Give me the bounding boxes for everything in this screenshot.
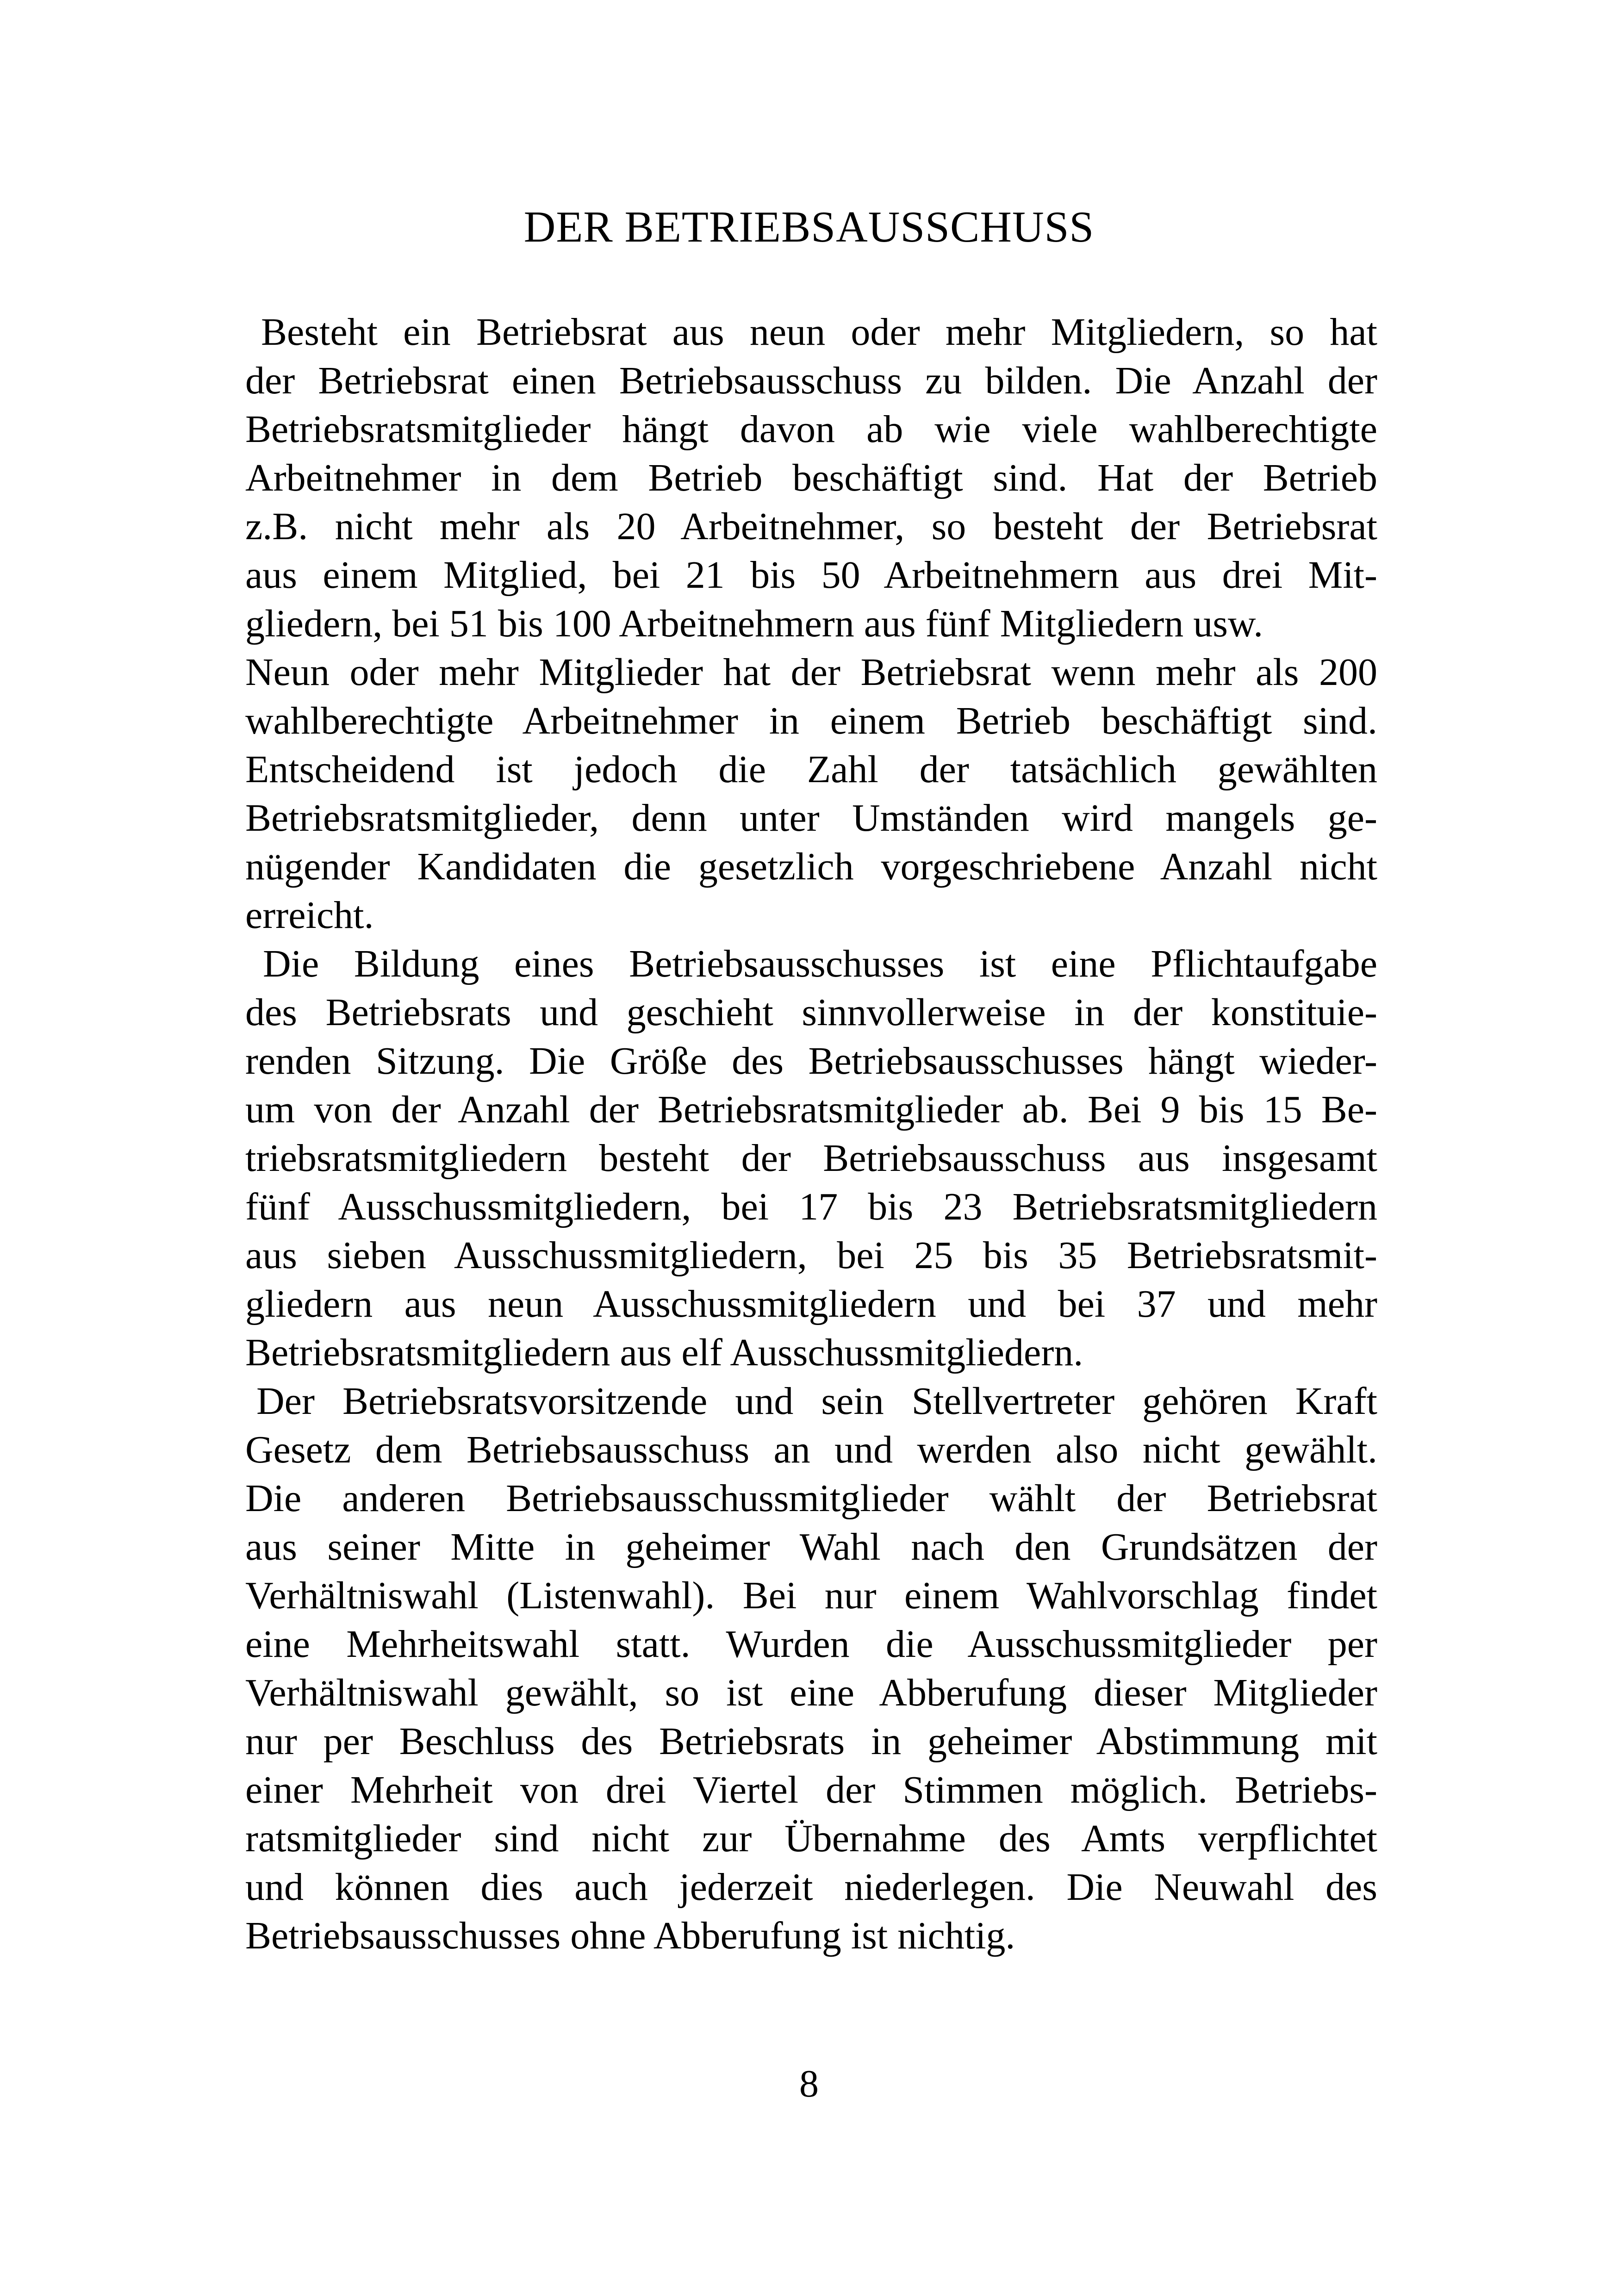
text-line: um von der Anzahl der Betriebsratsmitglieder ab. Bei 9 bis 15 Be-	[245, 1088, 1377, 1131]
text-line: eine Mehrheitswahl statt. Wurden die Ausschussmitglieder per	[245, 1623, 1377, 1666]
text-line: Betriebsratsmitglieder hängt davon ab wie viele wahlberechtigte	[245, 408, 1377, 451]
text-line: z.B. nicht mehr als 20 Arbeitnehmer, so besteht der Betriebsrat	[245, 505, 1377, 548]
text-line: Betriebsratsmitglieder, denn unter Umständen wird mangels ge-	[245, 796, 1377, 840]
text-line: renden Sitzung. Die Größe des Betriebsausschusses hängt wieder-	[245, 1039, 1377, 1083]
text-line: Besteht ein Betriebsrat aus neun oder mehr Mitgliedern, so hat	[261, 311, 1377, 354]
text-line: fünf Ausschussmitgliedern, bei 17 bis 23 Betriebsratsmitgliedern	[245, 1185, 1377, 1228]
page-number: 8	[799, 2062, 819, 2105]
text-line: gliedern aus neun Ausschussmitgliedern und bei 37 und mehr	[245, 1282, 1377, 1325]
text-line: aus seiner Mitte in geheimer Wahl nach den Grundsätzen der	[245, 1525, 1377, 1568]
text-line: wahlberechtigte Arbeitnehmer in einem Betrieb beschäftigt sind.	[245, 699, 1377, 742]
text-line: aus sieben Ausschussmitgliedern, bei 25 bis 35 Betriebsratsmit-	[245, 1234, 1377, 1277]
text-line: des Betriebsrats und geschieht sinnvollerweise in der konstituie-	[245, 991, 1377, 1034]
text-line: Entscheidend ist jedoch die Zahl der tatsächlich gewählten	[245, 748, 1377, 791]
text-line: einer Mehrheit von drei Viertel der Stimmen möglich. Betriebs-	[245, 1768, 1377, 1811]
body-text	[245, 308, 1377, 1960]
text-line: aus einem Mitglied, bei 21 bis 50 Arbeitnehmern aus drei Mit-	[245, 554, 1377, 597]
text-line: triebsratsmitgliedern besteht der Betriebsausschuss aus insgesamt	[245, 1137, 1377, 1180]
text-line: gliedern, bei 51 bis 100 Arbeitnehmern aus fünf Mitgliedern usw.	[245, 602, 1263, 645]
text-line: Betriebsausschusses ohne Abberufung ist nichtig.	[245, 1914, 1015, 1957]
text-line: Die Bildung eines Betriebsausschusses ist eine Pflichtaufgabe	[263, 942, 1377, 985]
text-line: nügender Kandidaten die gesetzlich vorgeschriebene Anzahl nicht	[245, 845, 1377, 888]
text-line: Arbeitnehmer in dem Betrieb beschäftigt sind. Hat der Betrieb	[245, 456, 1377, 499]
text-line: Neun oder mehr Mitglieder hat der Betriebsrat wenn mehr als 200	[245, 651, 1377, 694]
text-line: Der Betriebsratsvorsitzende und sein Stellvertreter gehören Kraft	[256, 1380, 1377, 1423]
text-line: nur per Beschluss des Betriebsrats in geheimer Abstimmung mit	[245, 1720, 1377, 1763]
text-line: Die anderen Betriebsausschussmitglieder wählt der Betriebsrat	[245, 1477, 1377, 1520]
text-line: und können dies auch jederzeit niederlegen. Die Neuwahl des	[245, 1866, 1377, 1909]
text-line: der Betriebsrat einen Betriebsausschuss zu bilden. Die Anzahl der	[245, 359, 1377, 402]
text-line: Betriebsratsmitgliedern aus elf Ausschussmitgliedern.	[245, 1331, 1083, 1374]
text-line: ratsmitglieder sind nicht zur Übernahme des Amts verpflichtet	[245, 1817, 1377, 1860]
text-line: Verhältniswahl gewählt, so ist eine Abberufung dieser Mitglieder	[245, 1671, 1377, 1714]
text-line: Verhältniswahl (Listenwahl). Bei nur einem Wahlvorschlag findet	[245, 1574, 1377, 1617]
page-title: DER BETRIEBSAUSSCHUSS	[523, 202, 1095, 251]
text-line: erreicht.	[245, 894, 374, 937]
text-line: Gesetz dem Betriebsausschuss an und werden also nicht gewählt.	[245, 1428, 1377, 1471]
